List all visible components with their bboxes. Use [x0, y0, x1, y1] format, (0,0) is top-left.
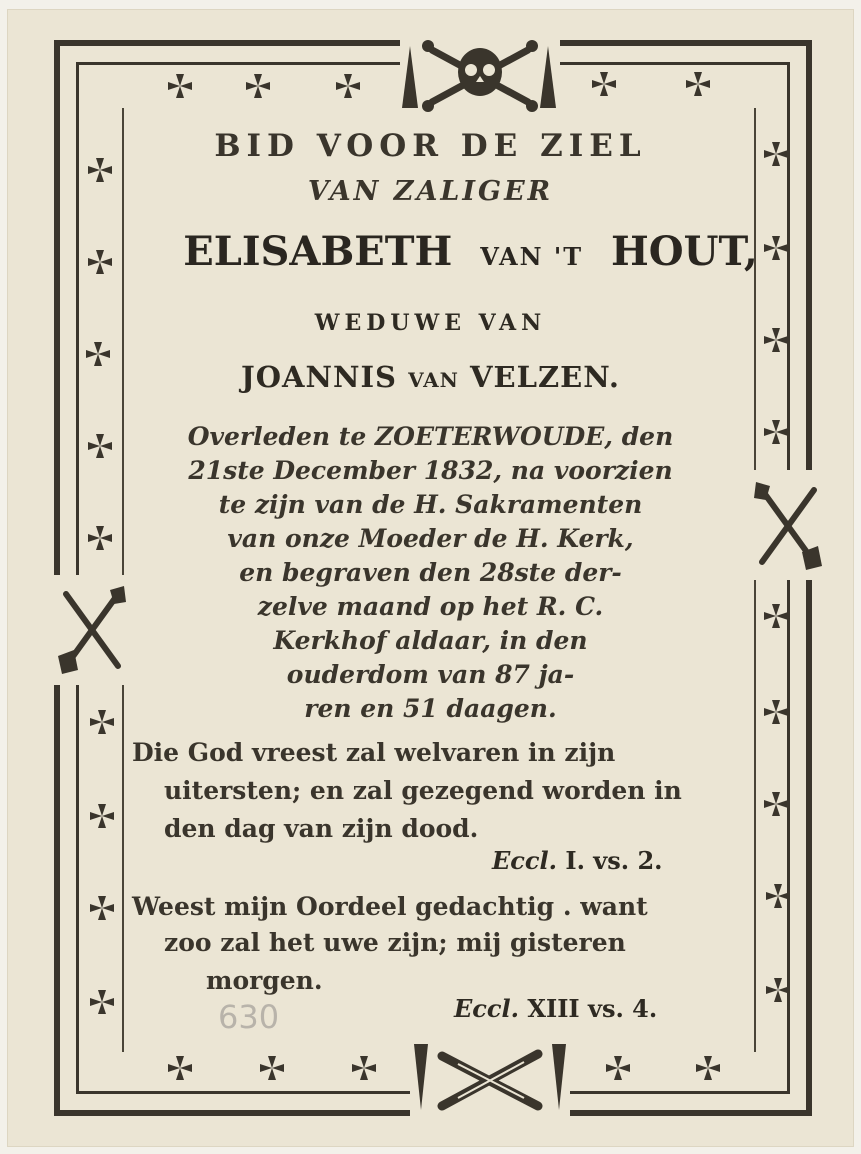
cross-icon — [246, 74, 270, 98]
skull-crossbones-icon — [418, 38, 542, 112]
cross-icon — [606, 1056, 630, 1080]
obituary-line: 21ste December 1832, na voorzien — [188, 456, 673, 485]
obituary-line: Overleden te ZOETERWOUDE, den — [187, 422, 674, 451]
cross-icon — [352, 1056, 376, 1080]
obituary-line: zelve maand op het R. C. — [257, 592, 604, 621]
obituary-line: Kerkhof aldaar, in den — [273, 626, 588, 655]
cross-icon — [766, 884, 790, 908]
cross-icon — [168, 1056, 192, 1080]
obituary-line: ouderdom van 87 ja- — [286, 660, 575, 689]
husband-particle: VAN — [408, 368, 459, 392]
husband-last-name: VELZEN. — [469, 360, 621, 394]
quote-line: den dag van zijn dood. — [164, 814, 479, 843]
cross-icon — [90, 990, 114, 1014]
obituary-line: en begraven den 28ste der- — [239, 558, 622, 587]
quote-reference — [492, 846, 663, 875]
obelisk-left-icon — [402, 46, 418, 108]
reference-verse: I. vs. 2. — [565, 846, 663, 875]
cross-icon — [260, 1056, 284, 1080]
prayer-subheading: VAN ZALIGER — [307, 176, 554, 207]
reference-verse: XIII vs. 4. — [527, 994, 658, 1023]
quote-line: uitersten; en zal gezegend worden in — [164, 776, 682, 805]
obelisk-right-icon — [540, 46, 556, 108]
obituary-line: te zijn van de H. Sakramenten — [218, 490, 643, 519]
relation-text: WEDUWE VAN — [314, 310, 547, 336]
husband-first-name: JOANNIS — [240, 360, 397, 394]
cross-icon — [764, 792, 788, 816]
crossed-torches-icon — [428, 1042, 552, 1114]
quote-line: Die God vreest zal welvaren in zijn — [132, 738, 616, 767]
deceased-name — [40, 228, 861, 275]
quote-line: morgen. — [206, 966, 323, 995]
cross-icon — [766, 978, 790, 1002]
pencil-inventory-number: 630 — [218, 998, 280, 1036]
obelisk-bottom-right-icon — [552, 1044, 566, 1110]
cross-icon — [336, 74, 360, 98]
quote-line: Weest mijn Oordeel gedachtig . want — [132, 892, 648, 921]
cross-icon — [696, 1056, 720, 1080]
obituary-line: van onze Moeder de H. Kerk, — [227, 524, 634, 553]
obituary-line: ren en 51 daagen. — [304, 694, 557, 723]
deceased-particle: VAN 'T — [480, 242, 584, 271]
cross-icon — [686, 72, 710, 96]
cross-icon — [168, 74, 192, 98]
cross-icon — [592, 72, 616, 96]
husband-name — [0, 360, 861, 394]
deceased-first-name: ELISABETH — [183, 228, 453, 275]
reference-book: Eccl. — [492, 846, 557, 875]
prayer-heading: BID VOOR DE ZIEL — [214, 128, 647, 164]
obelisk-bottom-left-icon — [414, 1044, 428, 1110]
cross-icon — [90, 804, 114, 828]
quote-line: zoo zal het uwe zijn; mij gisteren — [164, 928, 626, 957]
cross-icon — [90, 896, 114, 920]
quote-reference — [454, 994, 657, 1023]
reference-book: Eccl. — [454, 994, 519, 1023]
deceased-last-name: HOUT, — [610, 228, 758, 275]
